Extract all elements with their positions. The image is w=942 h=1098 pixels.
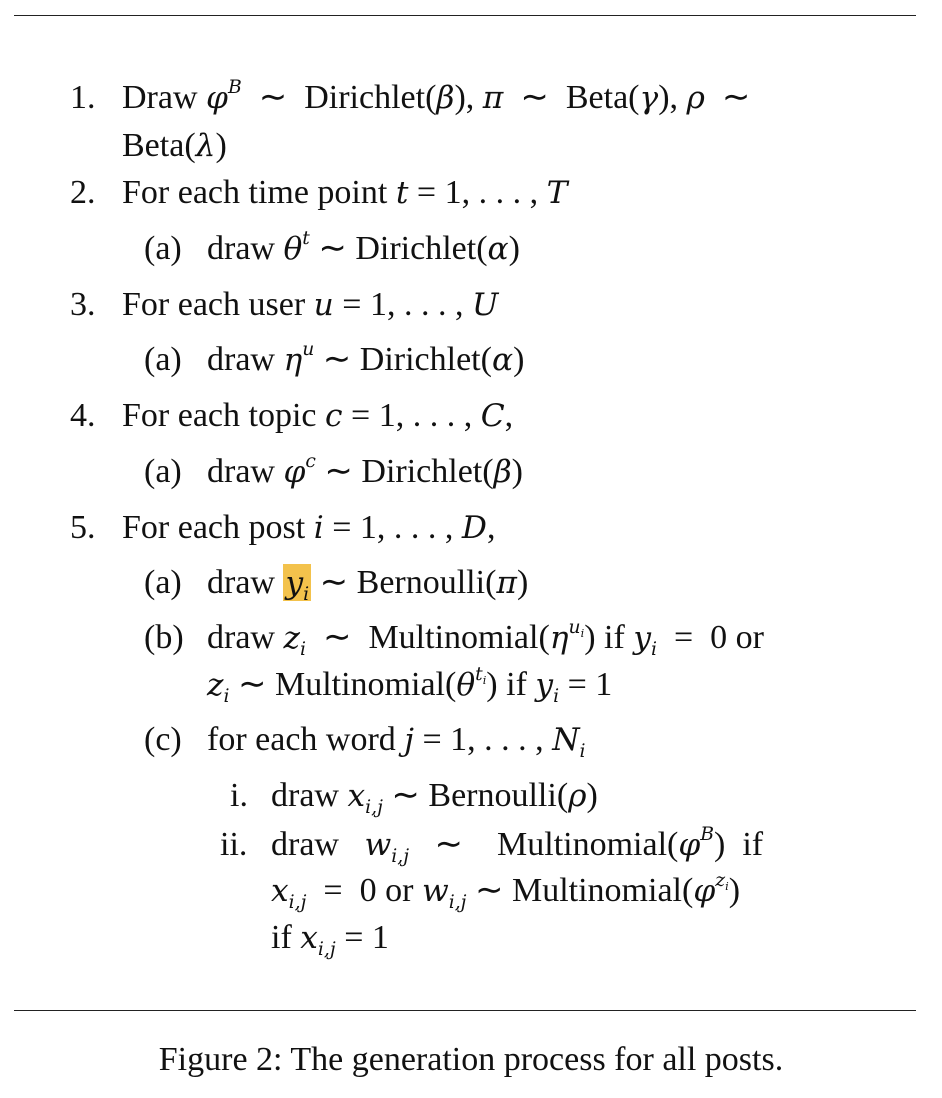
step-5c-i-label: i. bbox=[230, 777, 248, 814]
step-2-label: 2. bbox=[70, 174, 96, 211]
step-3a-text: draw $\eta^u$ ∼ Dirichlet(α) bbox=[207, 338, 525, 378]
step-5c-ii-text: draw $w_{i,j}$ ∼ $Multinomial(\varphi^B)$ if bbox=[271, 823, 764, 868]
step-5c-label: (c) bbox=[144, 721, 182, 758]
step-2a-label: (a) bbox=[144, 230, 182, 267]
step-5c-ii-text-cont1: $x_{i,j} = 0$ or $w_{i,j}$ ∼ $Multinomial(\varphi^{z_i})$ bbox=[271, 869, 741, 914]
step-5c-i-text: draw $x_{i,j}$ ∼ Bernoulli(ρ) bbox=[271, 777, 598, 819]
step-2-text: For each time point t = 1, . . . , T bbox=[122, 174, 568, 211]
bottom-rule bbox=[14, 1010, 916, 1011]
step-5b-label: (b) bbox=[144, 619, 184, 656]
step-5-text: For each post i = 1, . . . , D, bbox=[122, 509, 496, 546]
step-2a-text: draw $\theta^t$ ∼ Dirichlet(α) bbox=[207, 227, 520, 267]
step-4-text: For each topic c = 1, . . . , C, bbox=[122, 397, 514, 434]
step-3-label: 3. bbox=[70, 286, 96, 323]
highlighted-variable: $y_i$ bbox=[285, 565, 310, 606]
step-4-label: 4. bbox=[70, 397, 96, 434]
step-5b-text: draw $z_i$ ∼ $Multinomial(\eta^{u_i})$ if $y_i = 0$ or bbox=[207, 616, 764, 661]
step-4a-text: draw $\varphi^c$ ∼ Dirichlet(β) bbox=[207, 450, 523, 490]
step-4a-label: (a) bbox=[144, 453, 182, 490]
step-5c-ii-text-cont2: if $x_{i,j} = 1$ bbox=[271, 919, 389, 961]
top-rule bbox=[14, 15, 916, 16]
step-5-label: 5. bbox=[70, 509, 96, 546]
step-5c-text: for each word j = 1, . . . , $N_i$ bbox=[207, 721, 586, 763]
step-5c-ii-label: ii. bbox=[220, 826, 248, 863]
step-5a-text: draw $y_i$ ∼ Bernoulli(π) bbox=[207, 564, 529, 606]
step-5b-text-cont: $z_i$ ∼ $Multinomial(\theta^{t_i})$ if $y_i = 1$ bbox=[207, 663, 613, 708]
step-1-label: 1. bbox=[70, 79, 96, 116]
step-3-text: For each user u = 1, . . . , U bbox=[122, 286, 499, 323]
step-1-text: Draw $\varphi^B$ ∼ Dirichlet(β), π ∼ Beta(γ), ρ ∼ bbox=[122, 76, 751, 116]
step-5a-label: (a) bbox=[144, 564, 182, 601]
figure-caption: Figure 2: The generation process for all posts. bbox=[158, 1041, 784, 1078]
step-1-text-cont: Beta(λ) bbox=[122, 127, 227, 164]
step-3a-label: (a) bbox=[144, 341, 182, 378]
